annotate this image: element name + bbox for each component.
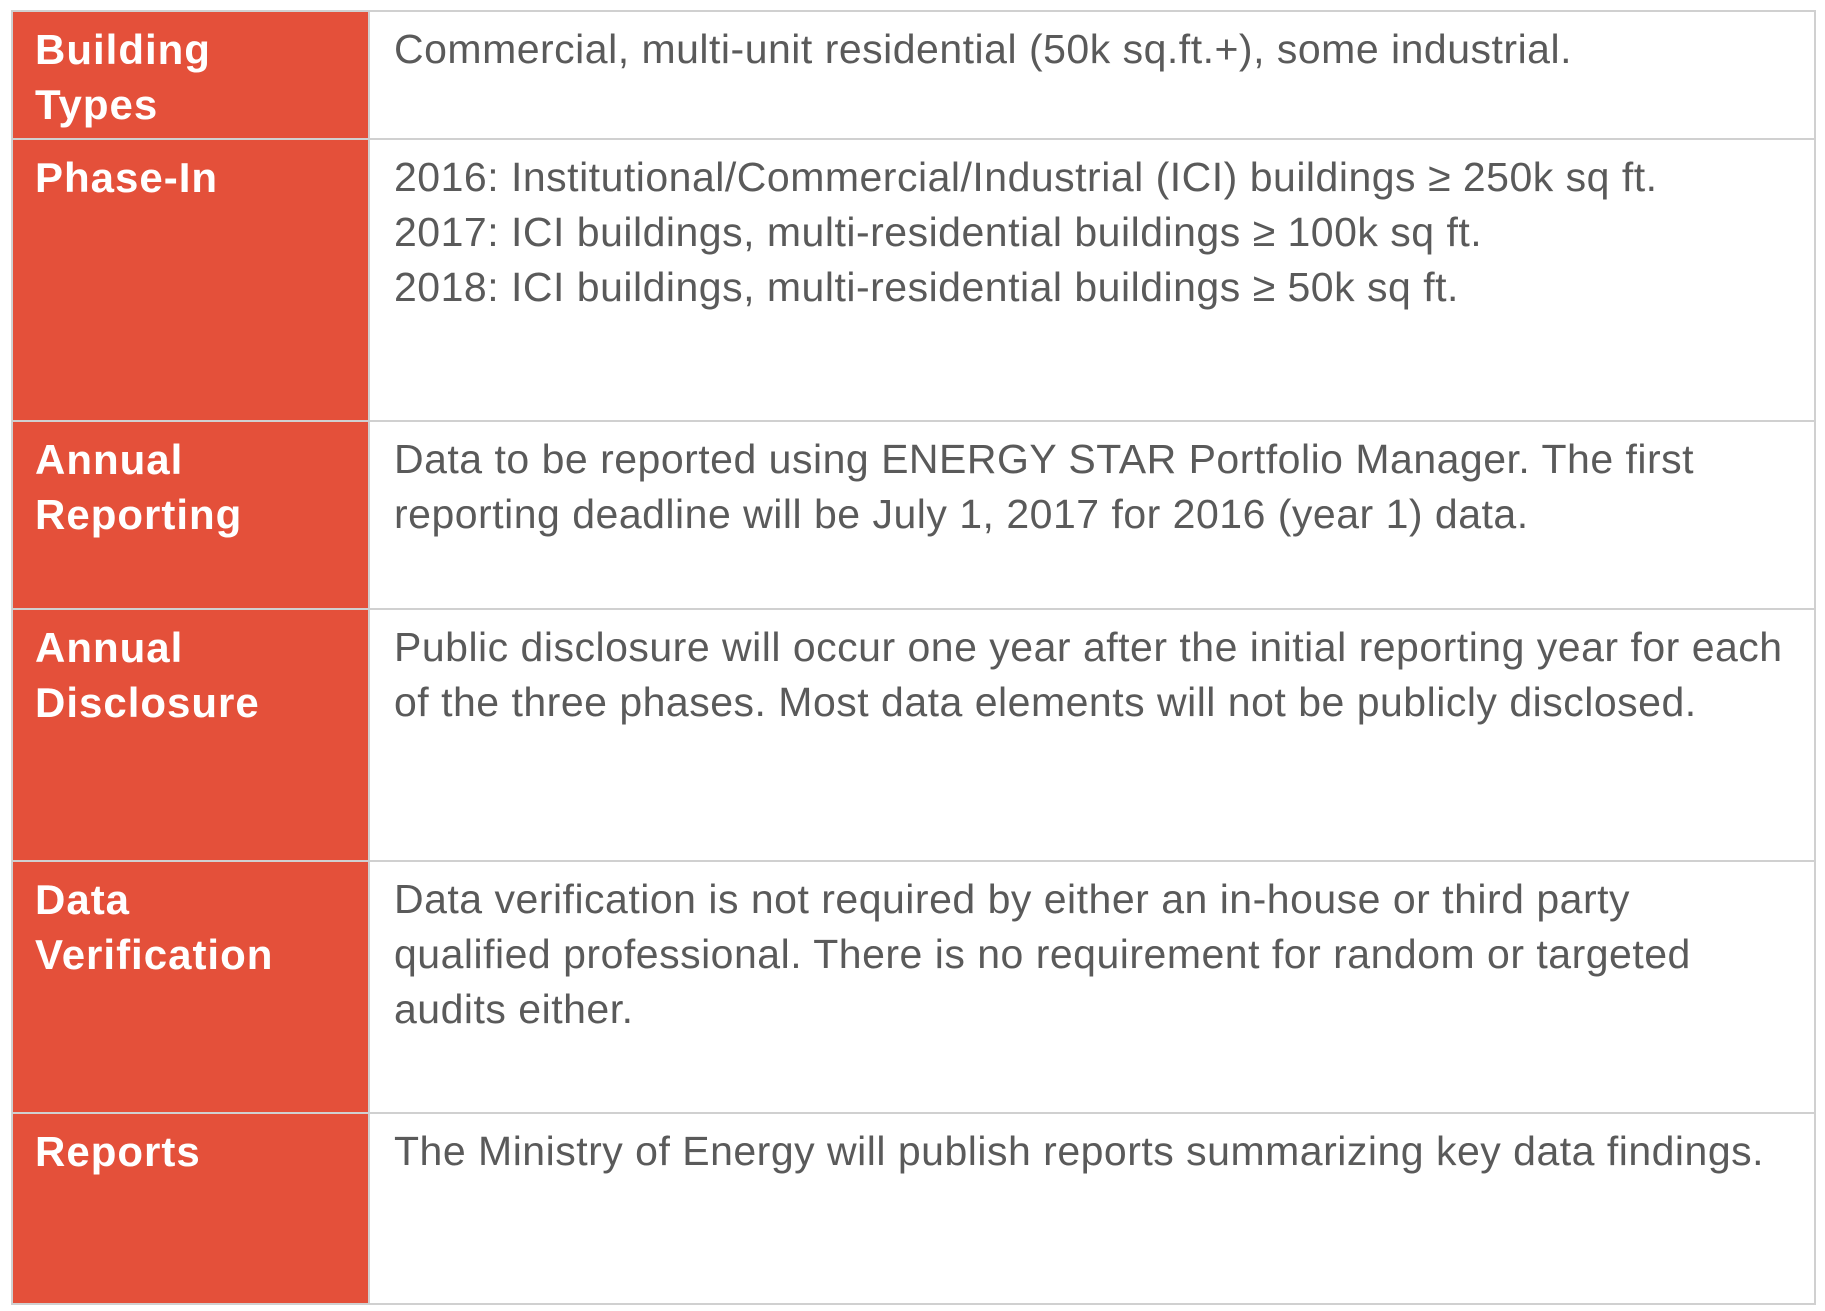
row-value-cell [369, 609, 1815, 861]
policy-summary-table [11, 10, 1816, 1305]
value-line: The Ministry of Energy will publish reports summarizing key data findings. [394, 1128, 1765, 1174]
table-row-reports [12, 1113, 1815, 1304]
row-value [370, 422, 1814, 542]
row-label-cell [12, 609, 369, 861]
table-row-phase-in [12, 139, 1815, 421]
row-value-cell [369, 11, 1815, 139]
row-value-cell [369, 139, 1815, 421]
value-line: Commercial, multi-unit residential (50k sq.ft.+), some industrial. [394, 26, 1572, 72]
value-line: Public disclosure will occur one year after the initial reporting year for each of the three phases. Most data elements will not be publicly disclosed. [394, 624, 1783, 725]
row-value [370, 140, 1814, 315]
row-value-cell [369, 421, 1815, 609]
row-value [370, 862, 1814, 1037]
row-label-cell [12, 11, 369, 139]
row-label-cell [12, 421, 369, 609]
value-line: 2017: ICI buildings, multi-residential buildings ≥ 100k sq ft. [394, 209, 1483, 255]
row-label-cell [12, 139, 369, 421]
row-label: Building Types [35, 26, 211, 128]
row-label: Annual Disclosure [35, 624, 260, 726]
row-value-cell [369, 1113, 1815, 1304]
table-row-annual-disclosure [12, 609, 1815, 861]
table-row-data-verification [12, 861, 1815, 1113]
row-value [370, 12, 1814, 77]
row-label: Annual Reporting [35, 436, 243, 538]
row-label-cell [12, 861, 369, 1113]
row-label: Reports [35, 1128, 201, 1175]
value-line: 2016: Institutional/Commercial/Industrial (ICI) buildings ≥ 250k sq ft. [394, 154, 1658, 200]
row-label-cell [12, 1113, 369, 1304]
value-line: 2018: ICI buildings, multi-residential buildings ≥ 50k sq ft. [394, 264, 1459, 310]
table-row-building-types [12, 11, 1815, 139]
row-label: Phase-In [35, 154, 219, 201]
row-value [370, 1114, 1814, 1179]
value-line: Data to be reported using ENERGY STAR Portfolio Manager. The first reporting deadline will be July 1, 2017 for 2016 (year 1) data. [394, 436, 1695, 537]
value-line: Data verification is not required by either an in-house or third party qualified professional. There is no requirement for random or targeted audits either. [394, 876, 1691, 1032]
row-label: Data Verification [35, 876, 274, 978]
row-value-cell [369, 861, 1815, 1113]
table-row-annual-reporting [12, 421, 1815, 609]
row-value [370, 610, 1814, 730]
